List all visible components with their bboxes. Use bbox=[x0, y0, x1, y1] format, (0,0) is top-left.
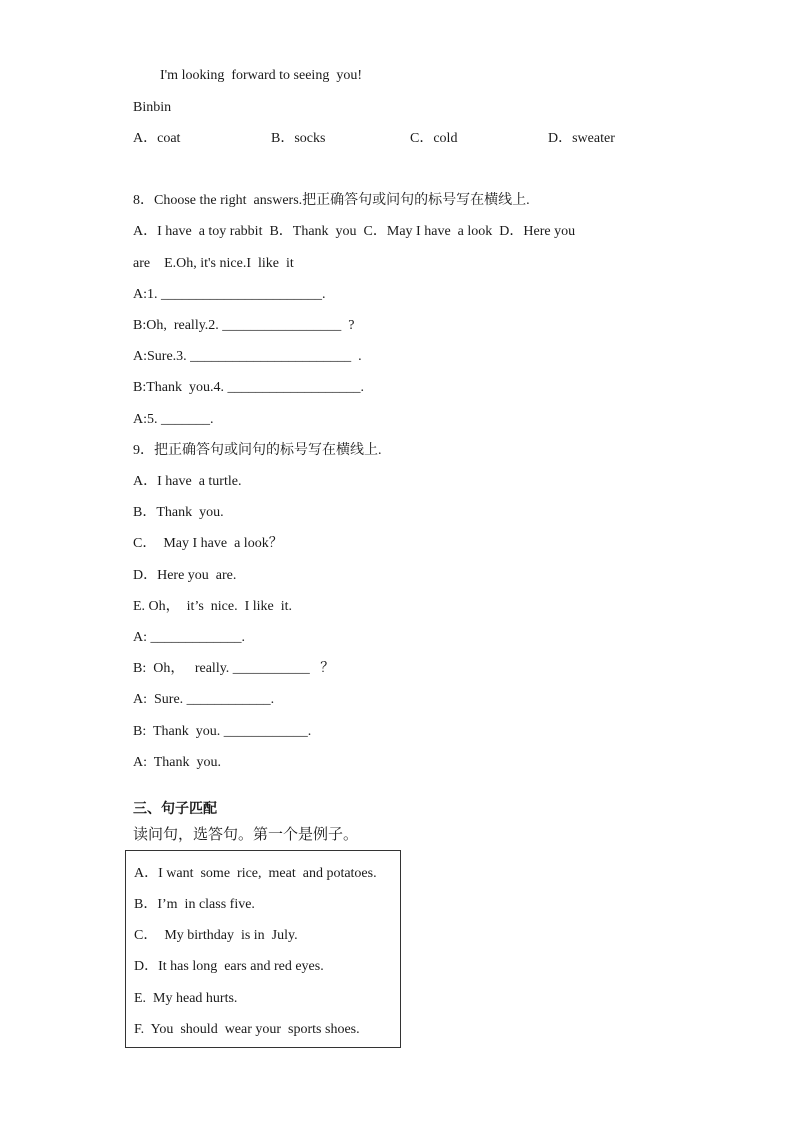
q9-dialog-line-3: A: Sure. ____________. bbox=[133, 692, 275, 707]
answer-option-c: C． My birthday is in July. bbox=[134, 928, 298, 943]
q7-option-a: A．coat bbox=[133, 131, 181, 146]
q8-prompt: 8．Choose the right answers.把正确答句或问句的标号写在横线上. bbox=[133, 193, 530, 208]
q9-dialog-line-1: A: _____________. bbox=[133, 630, 245, 645]
answer-option-f: F. You should wear your sports shoes. bbox=[134, 1022, 360, 1037]
q9-option-e: E. Oh， it’s nice. I like it. bbox=[133, 599, 293, 614]
q8-dialog-line-5: A:5. _______. bbox=[133, 412, 214, 427]
answer-option-a: A．I want some rice, meat and potatoes. bbox=[134, 866, 377, 881]
q8-dialog-line-2: B:Oh, really.2. _________________ ? bbox=[133, 318, 355, 333]
q9-option-d: D．Here you are. bbox=[133, 568, 237, 583]
q7-option-b: B．socks bbox=[271, 131, 326, 146]
q9-prompt: 9．把正确答句或问句的标号写在横线上. bbox=[133, 443, 382, 458]
letter-closing: I'm looking forward to seeing you! bbox=[160, 68, 362, 83]
q8-dialog-line-3: A:Sure.3. _______________________ . bbox=[133, 349, 362, 364]
q8-dialog-line-1: A:1. _______________________. bbox=[133, 287, 326, 302]
q7-option-d: D．sweater bbox=[548, 131, 615, 146]
q9-option-a: A．I have a turtle. bbox=[133, 474, 242, 489]
q9-option-c: C． May I have a look？ bbox=[133, 536, 283, 551]
section-instruction: 读问句，选答句。第一个是例子。 bbox=[133, 825, 359, 843]
q8-dialog-line-4: B:Thank you.4. ___________________. bbox=[133, 380, 364, 395]
q9-dialog-line-5: A: Thank you. bbox=[133, 755, 222, 770]
answer-options-box bbox=[125, 850, 401, 1048]
answer-option-b: B．I’m in class five. bbox=[134, 897, 255, 912]
answer-option-e: E. My head hurts. bbox=[134, 991, 238, 1006]
letter-signature: Binbin bbox=[133, 100, 172, 115]
q8-options-line2: are E.Oh, it's nice.I like it bbox=[133, 256, 294, 271]
q8-options-line1: A．I have a toy rabbit B．Thank you C．May I have a look D．Here you bbox=[133, 224, 576, 239]
q9-option-b: B．Thank you. bbox=[133, 505, 224, 520]
q9-dialog-line-2: B: Oh， really. ___________ ？ bbox=[133, 661, 335, 676]
q9-dialog-line-4: B: Thank you. ____________. bbox=[133, 724, 312, 739]
answer-option-d: D．It has long ears and red eyes. bbox=[134, 959, 324, 974]
section-heading: 三、句子匹配 bbox=[133, 801, 217, 817]
q7-option-c: C．cold bbox=[410, 131, 458, 146]
